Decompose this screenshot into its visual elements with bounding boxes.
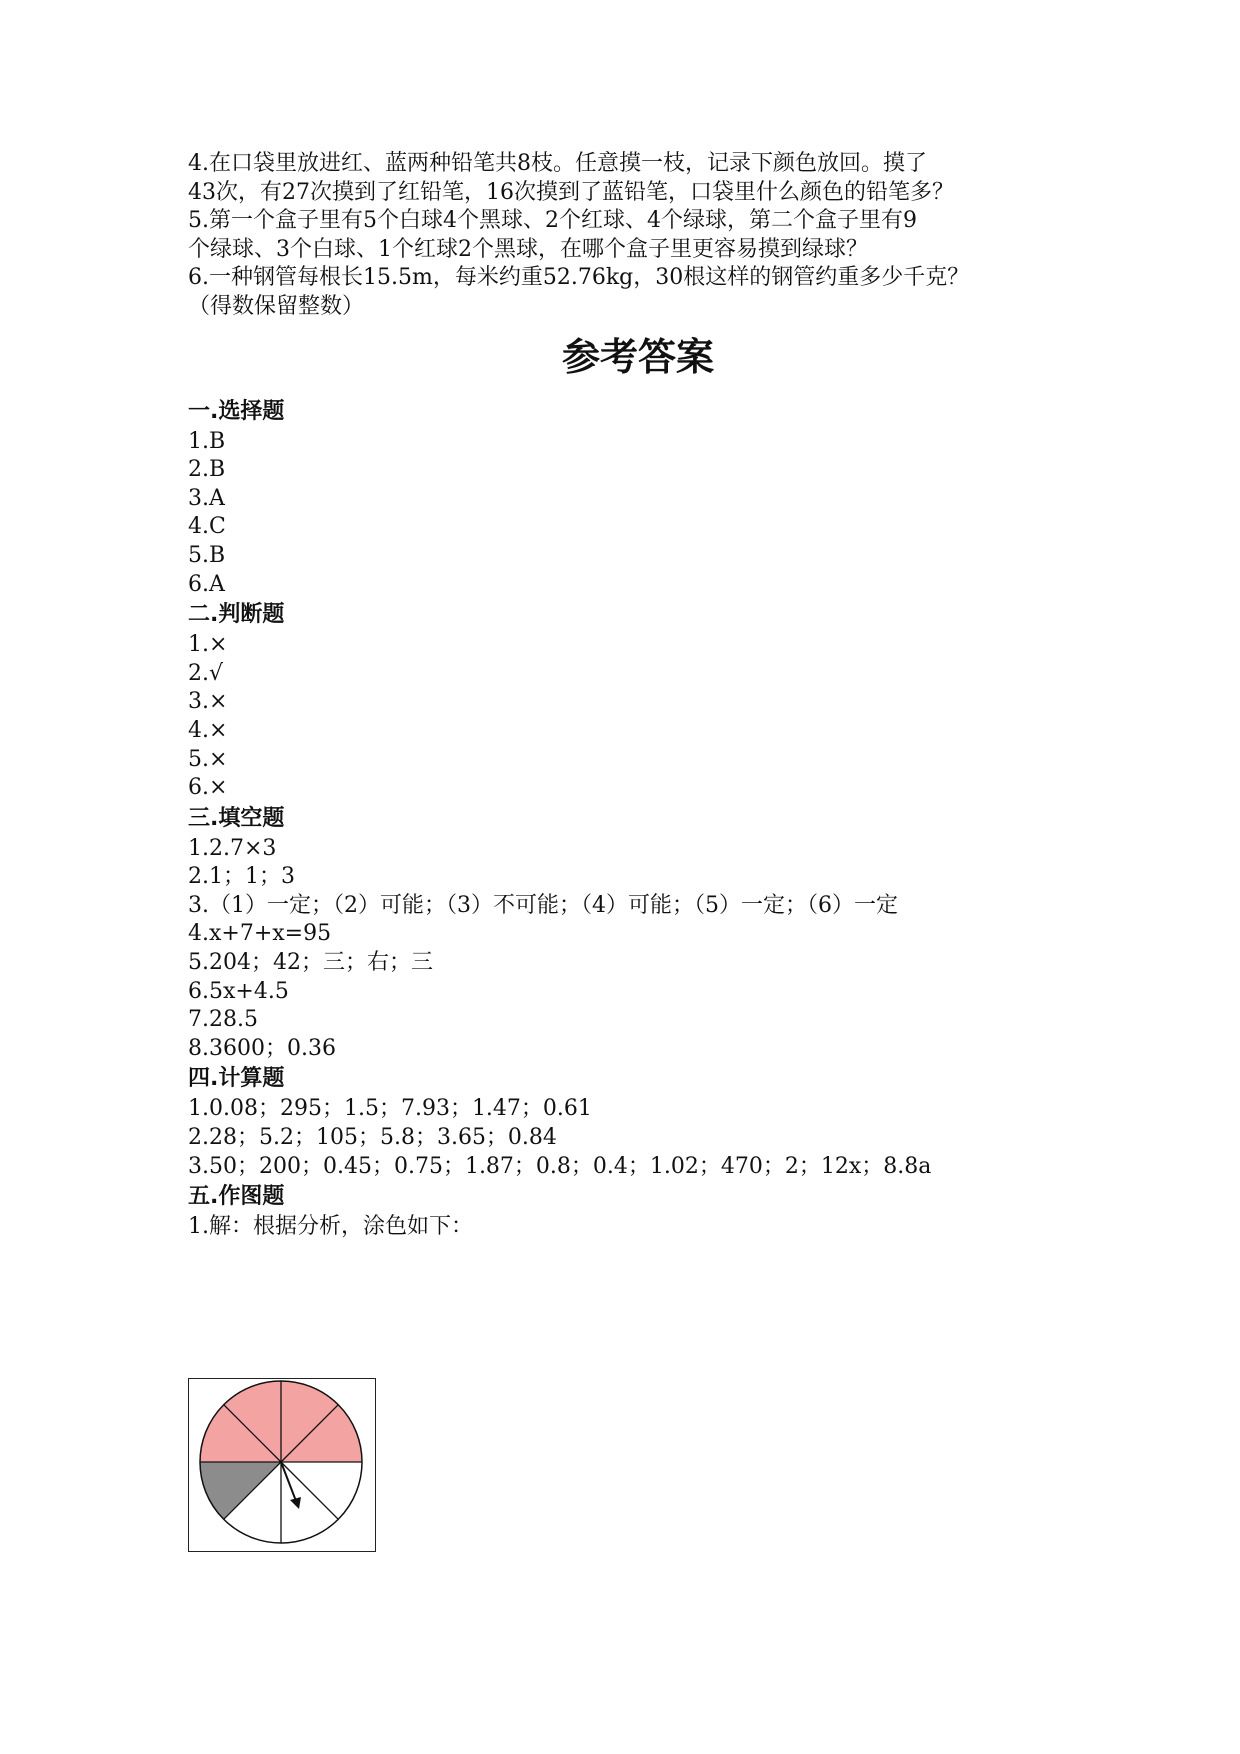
answer-item: 5.204；42；三；右；三 (188, 950, 433, 976)
question-line: 5.第一个盒子里有5个白球4个黑球、2个红球、4个绿球，第二个盒子里有9 (188, 208, 917, 234)
question-line: 6.一种钢管每根长15.5m，每米约重52.76kg，30根这样的钢管约重多少千克？ (188, 265, 970, 291)
answer-item: 4.× (188, 717, 228, 743)
answer-item: 1.B (188, 428, 226, 454)
question-line: 4.在口袋里放进红、蓝两种铅笔共8枝。任意摸一枝，记录下颜色放回。摸了 (188, 151, 927, 176)
answer-item: 1.0.08；295；1.5；7.93；1.47；0.61 (188, 1096, 592, 1122)
answer-item: 3.50；200；0.45；0.75；1.87；0.8；0.4；1.02；470；2；12x；8.8a (188, 1153, 932, 1179)
spinner-figure (188, 1378, 376, 1552)
answer-item: 3.A (188, 485, 225, 511)
section-heading-choice: 一.选择题 (188, 398, 285, 424)
document-content (188, 150, 1088, 1242)
answer-item: 2.√ (188, 660, 224, 686)
section-heading-drawing: 五.作图题 (188, 1184, 285, 1210)
question-line: （得数保留整数） (188, 293, 365, 319)
answer-item: 1.2.7×3 (188, 835, 277, 861)
section-heading-judgement: 二.判断题 (188, 602, 285, 628)
answer-item: 2.1；1；3 (188, 864, 295, 890)
spinner-svg (189, 1379, 374, 1550)
answer-item: 2.28；5.2；105；5.8；3.65；0.84 (188, 1125, 557, 1151)
section-heading-calculation: 四.计算题 (188, 1066, 285, 1092)
answer-item: 1.解：根据分析，涂色如下： (188, 1214, 473, 1240)
answer-item: 6.A (188, 571, 225, 597)
answer-item: 3.（1）一定；（2）可能；（3）不可能；（4）可能；（5）一定；（6）一定 (188, 892, 898, 918)
answer-item: 6.5x+4.5 (188, 978, 289, 1004)
question-line: 43次，有27次摸到了红铅笔，16次摸到了蓝铅笔，口袋里什么颜色的铅笔多？ (188, 179, 954, 205)
answer-item: 5.× (188, 746, 228, 772)
answer-item: 8.3600；0.36 (188, 1035, 336, 1061)
answer-item: 5.B (188, 542, 226, 568)
question-line: 个绿球、3个白球、1个红球2个黑球，在哪个盒子里更容易摸到绿球？ (188, 236, 868, 262)
answer-item: 2.B (188, 457, 226, 483)
answer-item: 1.× (188, 632, 228, 658)
answer-item: 4.x+7+x=95 (188, 921, 332, 947)
section-heading-fill-blank: 三.填空题 (188, 805, 285, 831)
answer-item: 7.28.5 (188, 1007, 258, 1033)
answer-item: 6.× (188, 775, 228, 801)
answer-title: 参考答案 (561, 334, 714, 379)
answer-item: 3.× (188, 689, 228, 715)
answer-item: 4.C (188, 514, 226, 540)
